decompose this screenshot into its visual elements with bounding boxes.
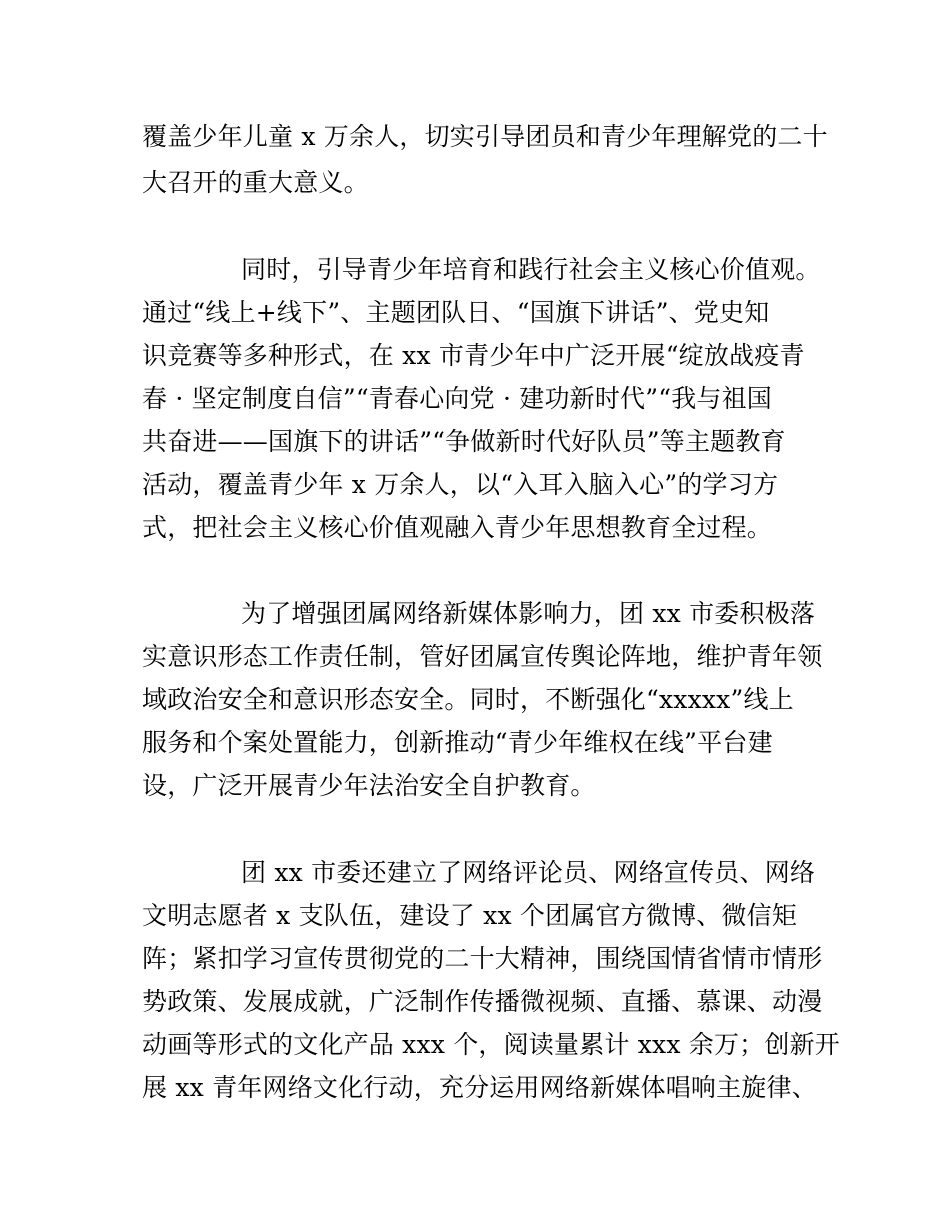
paragraph-4-line-5: 动画等形式的文化产品 xxx 个，阅读量累计 xxx 余万；创新开: [142, 1030, 840, 1059]
paragraph-1-line-1: 覆盖少年儿童 x 万余人，切实引导团员和青少年理解党的二十: [142, 122, 828, 151]
paragraph-1-line-2: 大召开的重大意义。: [142, 168, 369, 197]
paragraph-3-line-2: 实意识形态工作责任制，管好团属宣传舆论阵地，维护青年领: [142, 642, 823, 671]
paragraph-4-line-1: 团 xx 市委还建立了网络评论员、网络宣传员、网络: [241, 858, 816, 887]
paragraph-2-line-3: 识竞赛等多种形式，在 xx 市青少年中广泛开展“绽放战疫青: [142, 341, 805, 370]
paragraph-3-line-5: 设，广泛开展青少年法治安全自护教育。: [142, 771, 596, 800]
paragraph-4-line-2: 文明志愿者 x 支队伍，建设了 xx 个团属官方微博、微信矩: [142, 901, 798, 930]
paragraph-4-line-4: 势政策、发展成就，广泛制作传播微视频、直播、慕课、动漫: [142, 987, 823, 1016]
paragraph-2-line-2: 通过“线上+线下”、主题团队日、“国旗下讲话”、党史知: [142, 298, 770, 327]
paragraph-2-line-5: 共奋进——国旗下的讲话”“争做新时代好队员”等主题教育: [142, 427, 786, 456]
paragraph-2-line-6: 活动，覆盖青少年 x 万余人，以“入耳入脑入心”的学习方: [142, 470, 779, 499]
paragraph-2-line-7: 式，把社会主义核心价值观融入青少年思想教育全过程。: [142, 513, 773, 542]
paragraph-4-line-3: 阵；紧扣学习宣传贯彻党的二十大精神，围绕国情省情市情形: [142, 944, 823, 973]
paragraph-3-line-4: 服务和个案处置能力，创新推动“青少年维权在线”平台建: [142, 728, 773, 757]
paragraph-4-line-6: 展 xx 青年网络文化行动，充分运用网络新媒体唱响主旋律、: [142, 1073, 817, 1102]
paragraph-3-line-3: 域政治安全和意识形态安全。同时，不断强化“xxxxx”线上: [142, 685, 794, 714]
paragraph-2-line-4: 春 · 坚定制度自信”“青春心向党 · 建功新时代”“我与祖国: [142, 384, 773, 413]
paragraph-3-line-1: 为了增强团属网络新媒体影响力，团 xx 市委积极落: [241, 599, 816, 628]
paragraph-2-line-1: 同时，引导青少年培育和践行社会主义核心价值观。: [241, 255, 821, 284]
